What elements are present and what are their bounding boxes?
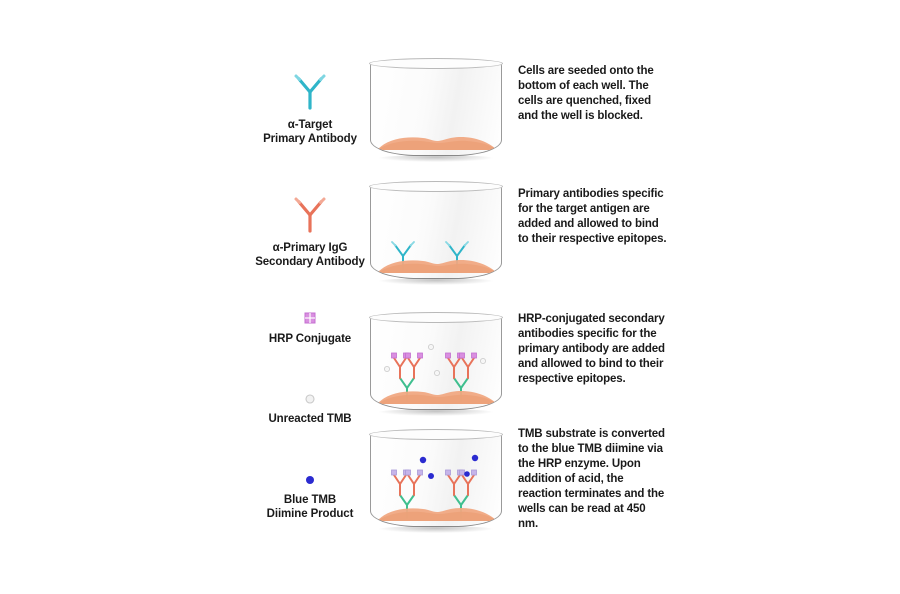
legend-blue-tmb-diimine (250, 467, 370, 522)
step-description-3: HRP-conjugated secondary antibodies specific for the primary antibody are added and allowed to bind to their respective epitopes. (518, 313, 665, 386)
legend-label-line2: Diimine Product (266, 508, 354, 521)
well-body (370, 316, 502, 410)
well-3 (370, 316, 504, 416)
well-body (370, 433, 502, 527)
tmb-circle-icon (250, 386, 370, 412)
antibody-y-icon (250, 189, 370, 241)
well-shadow (378, 526, 494, 533)
step-description-4: TMB substrate is converted to the blue TMB diimine via the HRP enzyme. Upon addition of acid, the reaction terminates and the wells can be read at 450 nm. (518, 428, 665, 531)
well-shadow (378, 155, 494, 162)
cell-monolayer (375, 383, 499, 405)
cell-monolayer (375, 252, 499, 274)
well-rim (369, 429, 503, 440)
cell-monolayer (375, 500, 499, 522)
legend-primary-antibody (250, 66, 370, 147)
legend-label-line1: α-Primary IgG (272, 242, 348, 254)
well-rim (369, 181, 503, 192)
hrp-square-icon (250, 304, 370, 332)
legend-label-line2: Primary Antibody (263, 133, 357, 146)
legend-label-line1: α-Target (287, 119, 333, 131)
legend-hrp-conjugate (250, 304, 370, 346)
tmb-blue-dot-icon (250, 467, 370, 493)
well-rim (369, 58, 503, 69)
step-description-2: Primary antibodies specific for the target antigen are added and allowed to bind to their respective epitopes. (518, 188, 667, 246)
legend-secondary-antibody (250, 189, 370, 270)
well-2 (370, 185, 504, 285)
cell-monolayer (375, 129, 499, 151)
antibody-y-icon (250, 66, 370, 118)
legend-label-line1: Unreacted TMB (268, 413, 352, 425)
well-1 (370, 62, 504, 162)
well-rim (369, 312, 503, 323)
well-body (370, 185, 502, 279)
well-body (370, 62, 502, 156)
well-shadow (378, 278, 494, 285)
step-description-1: Cells are seeded onto the bottom of each well. The cells are quenched, fixed and the well is blocked. (518, 65, 654, 123)
legend-unreacted-tmb (250, 386, 370, 426)
legend-label-line1: HRP Conjugate (268, 333, 352, 345)
legend-label-line2: Secondary Antibody (255, 256, 365, 269)
well-shadow (378, 409, 494, 416)
legend-label-line1: Blue TMB (283, 494, 337, 506)
well-4 (370, 433, 504, 533)
